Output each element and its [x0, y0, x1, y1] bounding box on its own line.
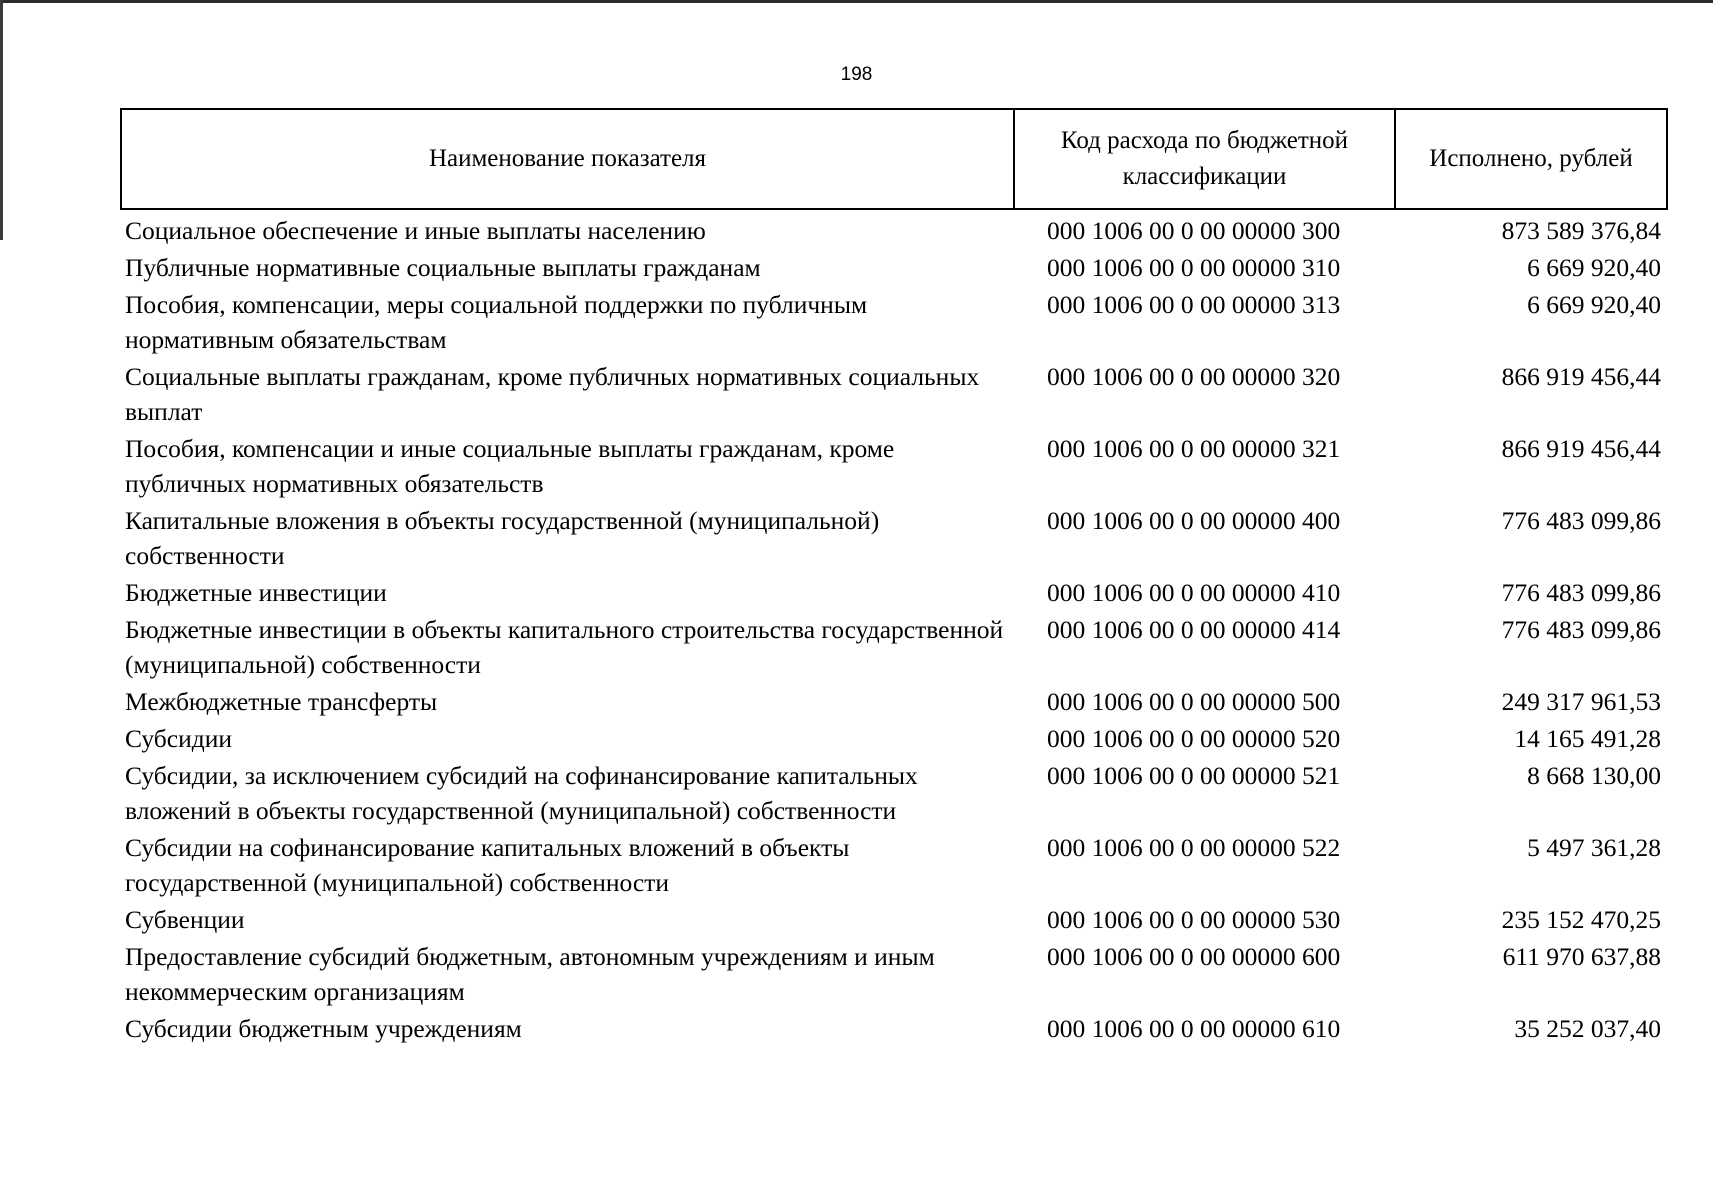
header-executed-amount: Исполнено, рублей: [1395, 109, 1667, 209]
table-header: [121, 109, 1667, 209]
row-budget-code: 000 1006 00 0 00 00000 414: [1047, 615, 1341, 644]
row-executed-amount: 249 317 961,53: [1501, 687, 1661, 716]
header-indicator-name: Наименование показателя: [121, 109, 1014, 209]
table-row: [121, 1011, 1667, 1048]
row-executed-amount: 873 589 376,84: [1501, 216, 1661, 245]
row-executed-amount: 5 497 361,28: [1527, 833, 1661, 862]
table-row: [121, 287, 1667, 359]
row-executed-amount: 8 668 130,00: [1527, 761, 1661, 790]
table-row: [121, 612, 1667, 684]
scan-edge-left: [0, 0, 3, 240]
row-budget-code: 000 1006 00 0 00 00000 530: [1047, 905, 1341, 934]
row-budget-code: 000 1006 00 0 00 00000 320: [1047, 362, 1341, 391]
row-budget-code: 000 1006 00 0 00 00000 321: [1047, 434, 1341, 463]
row-executed-amount: 6 669 920,40: [1527, 290, 1661, 319]
header-budget-code: Код расхода по бюджетной классификации: [1014, 109, 1395, 209]
row-executed-amount: 35 252 037,40: [1514, 1014, 1661, 1043]
row-indicator-name: Межбюджетные трансферты: [125, 687, 438, 716]
row-indicator-name: Пособия, компенсации и иные социальные выплаты гражданам, кроме публичных нормативных обязательств: [125, 434, 895, 498]
row-budget-code: 000 1006 00 0 00 00000 310: [1047, 253, 1341, 282]
row-indicator-name: Пособия, компенсации, меры социальной поддержки по публичным нормативным обязательствам: [125, 290, 868, 354]
row-indicator-name: Субсидии, за исключением субсидий на софинансирование капитальных вложений в объекты государственной (муниципальной) собственности: [125, 761, 918, 825]
row-indicator-name: Бюджетные инвестиции в объекты капитального строительства государственной (муниципальной) собственности: [125, 615, 1004, 679]
row-budget-code: 000 1006 00 0 00 00000 400: [1047, 506, 1341, 535]
row-executed-amount: 866 919 456,44: [1501, 434, 1661, 463]
table-body: [121, 209, 1667, 1048]
table-row: [121, 250, 1667, 287]
budget-table-container: [120, 108, 1666, 1048]
row-indicator-name: Субсидии: [125, 724, 232, 753]
row-executed-amount: 6 669 920,40: [1527, 253, 1661, 282]
row-indicator-name: Бюджетные инвестиции: [125, 578, 387, 607]
row-indicator-name: Публичные нормативные социальные выплаты гражданам: [125, 253, 761, 282]
row-indicator-name: Субсидии бюджетным учреждениям: [125, 1014, 522, 1043]
table-row: [121, 359, 1667, 431]
table-row: [121, 503, 1667, 575]
table-row: [121, 721, 1667, 758]
row-executed-amount: 14 165 491,28: [1514, 724, 1661, 753]
row-indicator-name: Социальные выплаты гражданам, кроме публичных нормативных социальных выплат: [125, 362, 980, 426]
row-budget-code: 000 1006 00 0 00 00000 500: [1047, 687, 1341, 716]
row-budget-code: 000 1006 00 0 00 00000 610: [1047, 1014, 1341, 1043]
table-row: [121, 939, 1667, 1011]
row-budget-code: 000 1006 00 0 00 00000 410: [1047, 578, 1341, 607]
scan-edge-top: [0, 0, 1713, 3]
table-row: [121, 431, 1667, 503]
row-budget-code: 000 1006 00 0 00 00000 300: [1047, 216, 1341, 245]
table-row: [121, 758, 1667, 830]
row-budget-code: 000 1006 00 0 00 00000 600: [1047, 942, 1341, 971]
row-indicator-name: Предоставление субсидий бюджетным, автономным учреждениям и иным некоммерческим организациям: [125, 942, 935, 1006]
row-indicator-name: Субвенции: [125, 905, 245, 934]
row-budget-code: 000 1006 00 0 00 00000 521: [1047, 761, 1341, 790]
row-budget-code: 000 1006 00 0 00 00000 520: [1047, 724, 1341, 753]
budget-execution-table: [120, 108, 1668, 1048]
row-indicator-name: Капитальные вложения в объекты государственной (муниципальной) собственности: [125, 506, 880, 570]
table-row: [121, 684, 1667, 721]
row-budget-code: 000 1006 00 0 00 00000 522: [1047, 833, 1341, 862]
row-indicator-name: Субсидии на софинансирование капитальных вложений в объекты государственной (муниципальной) собственности: [125, 833, 850, 897]
page-number: 198: [840, 64, 873, 85]
table-row: [121, 575, 1667, 612]
row-executed-amount: 866 919 456,44: [1501, 362, 1661, 391]
header-row: [121, 109, 1667, 209]
row-indicator-name: Социальное обеспечение и иные выплаты населению: [125, 216, 706, 245]
row-executed-amount: 776 483 099,86: [1501, 506, 1661, 535]
table-row: [121, 830, 1667, 902]
row-executed-amount: 611 970 637,88: [1502, 942, 1661, 971]
row-budget-code: 000 1006 00 0 00 00000 313: [1047, 290, 1341, 319]
row-executed-amount: 235 152 470,25: [1501, 905, 1661, 934]
table-row: [121, 209, 1667, 250]
table-row: [121, 902, 1667, 939]
row-executed-amount: 776 483 099,86: [1501, 578, 1661, 607]
row-executed-amount: 776 483 099,86: [1501, 615, 1661, 644]
